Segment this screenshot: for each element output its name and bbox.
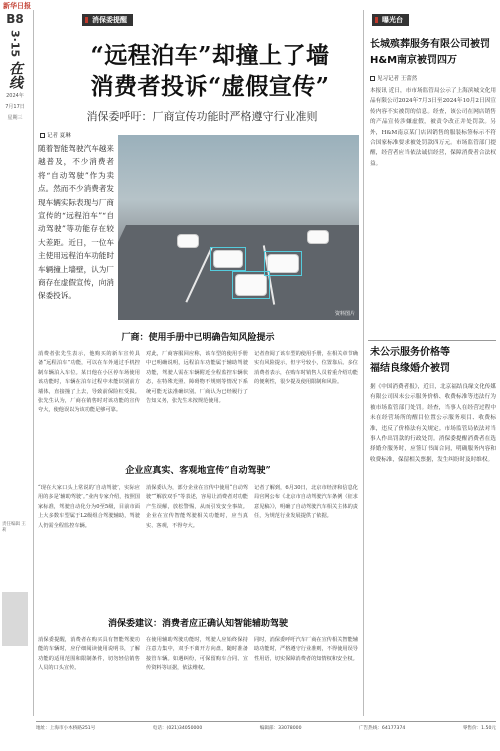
headline — [60, 40, 360, 102]
section1-col1: 消费者张先生表示，他购买的新车宣传具备“远程泊车”功能，可以在车外通过手机控制车辆泊入车位。某日他在小区停车场使用该功能时，车辆在泊车过程中未能识别前方墙体，直接撞了上去，导致前保险杠受损。张先生认为，厂商在销售时对该功能的宣传夸大，使他误以为该功能足够可靠。 — [38, 351, 140, 414]
section3-col3: 同时，消保委呼吁汽车厂商在宣传相关智能辅助功能时，严格遵守行业准则，不得使用误导性用语，切实保障消费者的知情权和安全权。 — [254, 637, 358, 662]
footer-phone: 电话：(021)34050000 — [152, 726, 203, 731]
photo-caption: 资料图片 — [334, 311, 355, 317]
right-article2-title: 福结良缘婚介被罚 — [370, 363, 450, 374]
section-tag: 消保委提醒 — [82, 14, 133, 26]
footer-address: 地址：上海市小木桥路251号 — [36, 726, 96, 731]
right-byline — [370, 74, 417, 82]
subheadline: 消保委呼吁：厂商宣传功能时严格遵守行业准则 — [86, 110, 318, 123]
footer-price: 零售价：1.50元 — [462, 726, 496, 731]
section-heading-2: 企业应真实、客观地宣传“自动驾驶” — [125, 466, 271, 476]
masthead-bar — [2, 592, 28, 646]
section2-col2: 消保委认为，部分企业在宣传中使用“自动驾驶”“解放双手”等表述，容易让消费者对功能产生误解，放松警惕，从而引发安全事故。企业在宣传智能驾驶相关功能时，应当真实、客观，不得夸大。 — [146, 485, 248, 529]
section1-col3: 记者查阅了该车型的使用手册，在相关章节确实有风险提示，但字号较小，位置靠后。多位消费者表示，在购车时销售人员着重介绍功能的便利性，很少提及使用限制和风险。 — [254, 351, 358, 386]
editor-note: 责任编辑 王莉 — [2, 522, 26, 533]
right-article1-subtitle: H&M南京被罚四万 — [370, 55, 458, 66]
section-heading-3: 消保委建议：消费者应正确认知智能辅助驾驶 — [107, 619, 288, 629]
byline-text: 记者 夏琳 — [47, 133, 71, 139]
headline-line-2: 消费者投诉“虚假宣传” — [90, 73, 330, 100]
section-heading-1: 厂商：使用手册中已明确告知风险提示 — [121, 333, 275, 343]
photo-car — [178, 235, 198, 247]
right-byline-icon — [370, 76, 375, 81]
right-article2-body: 据《中国消费者报》，近日，北京福结良缘文化传媒有限公司因未公示服务价格、收费标准等违法行为被市场监管部门处罚。经查，当事人在经营过程中未在经营场所的醒目位置公示服务项目、收费标准，违反了价格法有关规定。市场监管局依法对当事人作出罚款的行政处罚。消保委提醒消费者在选择婚介服务时，应签订书面合同，明确服务内容和收费标准，保留相关票据，发生纠纷时及时维权。 — [370, 384, 496, 463]
right-article2-tag: 未公示服务价格等 — [370, 347, 450, 358]
section2-col1: “现在大家口头上常说的‘自动驾驶’，实际应用的多是‘辅助驾驶’。”业内专家介绍，按照国家标准，驾驶自动化分为0至5级，目前市面上大多数车型属于L2级组合驾驶辅助，驾驶人仍需全程监控车辆。 — [38, 485, 140, 529]
watermark: 新华日报 — [3, 2, 31, 10]
masthead — [0, 12, 30, 712]
section3-col2: 在使用辅助驾驶功能时，驾驶人应始终保持注意力集中，双手不离开方向盘，随时准备接管车辆。如遇纠纷，可保留购车合同、宣传资料等证据，依法维权。 — [146, 637, 248, 672]
photo-car — [308, 231, 328, 243]
right-article1-title: 长城殡葬服务有限公司被罚 — [370, 39, 490, 50]
news-photo — [118, 135, 359, 320]
right-byline-text: 见习记者 王蕾然 — [377, 76, 418, 82]
section1-col2: 对此，厂商客服回应称，该车型的使用手册中已明确说明，远程泊车功能属于辅助驾驶功能，驾驶人需在车辆附近全程监控车辆状态，在特殊光照、障碍物不规则等情况下系统可能无法准确识别。厂商认为已经履行了告知义务，张先生未按规范使用。 — [146, 351, 248, 405]
issue-weekday: 星期三 — [7, 115, 23, 122]
footer-editorial: 编辑部：33078000 — [259, 726, 302, 731]
detection-box — [210, 247, 246, 271]
section2-col3: 记者了解到，6月30日，北京市经济和信息化局官网公布《北京市自动驾驶汽车条例（征求意见稿）》，明确了自动驾驶汽车相关主体的责任，为规范行业发展提供了依据。 — [254, 485, 358, 520]
byline-icon — [40, 133, 45, 138]
footer — [36, 721, 496, 735]
right-section-tag: 曝光台 — [372, 14, 409, 26]
page-number: B8 — [6, 12, 24, 26]
headline-line-1: “远程泊车”却撞上了墙 — [90, 42, 330, 69]
issue-year: 2024年 — [6, 93, 24, 100]
column-divider-left — [33, 10, 34, 716]
masthead-date: 3·15 — [8, 30, 22, 58]
section3-col1: 消保委提醒，消费者在购买具有智能驾驶功能的车辆时，应仔细阅读使用说明书，了解功能的适用范围和限制条件，切勿轻信销售人员的口头宣传。 — [38, 637, 140, 672]
footer-ad: 广告热线：64177374 — [358, 726, 406, 731]
masthead-title: 在线 — [7, 61, 23, 90]
issue-day: 7月17日 — [5, 104, 25, 111]
right-article1-body: 本报讯 近日，市市场监管局公示了上海滨城文化用品有限公司2024年7月3日至2024年10月2日因宣传内容不实被罚的信息。经查，该公司在网店销售的产品宣传涉嫌虚假，被责令改正并处罚款。另外，H&M南京某门店因销售的服装标签标示不符合国家标准要求被处罚款四万元。市场监管部门提醒，经营者应当依法诚信经营，保障消费者合法权益。 — [370, 88, 496, 167]
column-divider-right — [363, 10, 364, 716]
byline — [40, 131, 71, 139]
lead-paragraph: 随着智能驾驶汽车越来越普及，不少消费者将“自动驾驶”作为卖点。然而不少消费者发现车辆实际表现与厂商宣传的“远程泊车”“自动驾驶”等功能存在较大差距。近日，一位车主使用远程泊车功能时车辆撞上墙壁，认为厂商存在虚假宣传，向消保委投诉。 — [38, 144, 114, 301]
right-divider — [368, 340, 496, 341]
detection-box — [232, 271, 270, 299]
